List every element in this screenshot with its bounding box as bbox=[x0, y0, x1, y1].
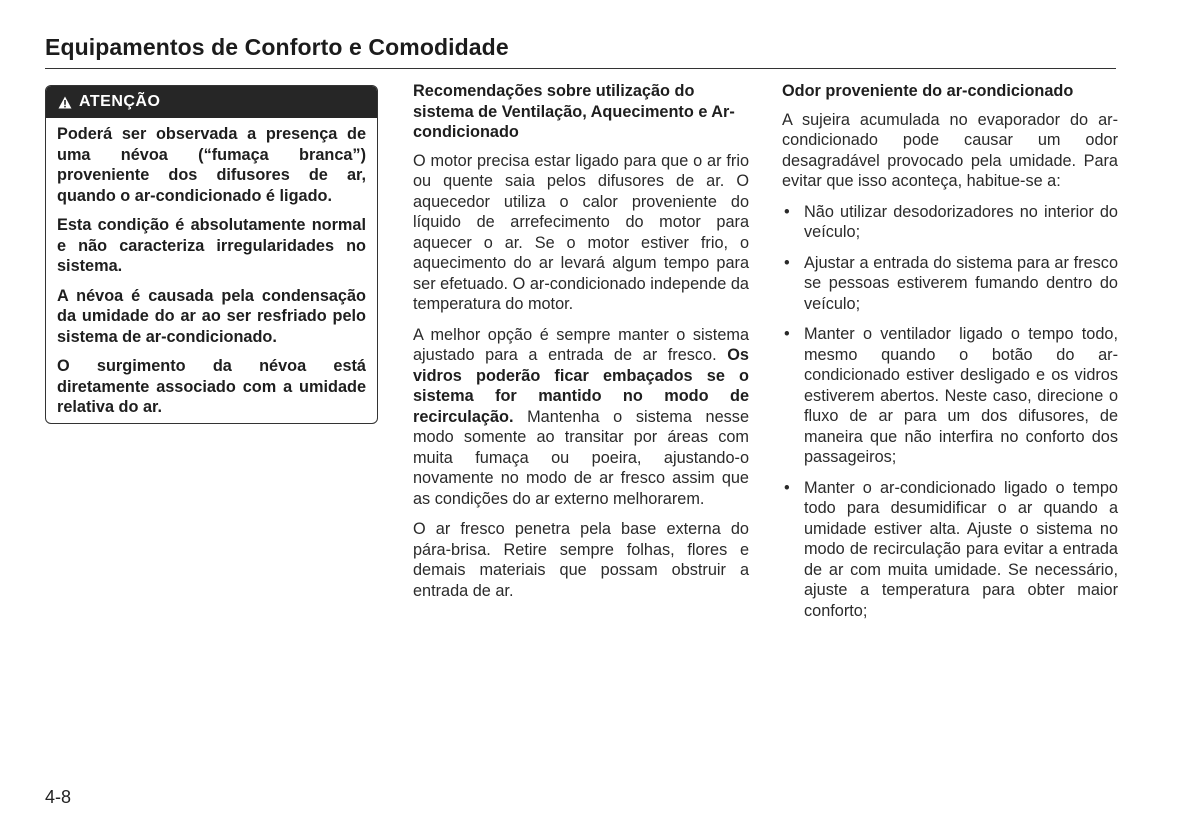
bullet-icon: • bbox=[784, 478, 790, 497]
recirculation-text: Mantenha o sistema nesse modo somente ao transitar por áreas com muita fumaça ou poeira, ajustando-o novamente no modo de ar fresco assim que as condições do ar externo melhorarem. bbox=[413, 407, 749, 508]
fogging-warning-text: Os vidros poderão ficar embaçados se o sistema for mantido no modo de recirculação. bbox=[413, 346, 749, 426]
warning-header bbox=[46, 86, 377, 118]
odor-section bbox=[782, 81, 1118, 631]
warning-paragraph: Esta condição é absolutamente normal e não caracteriza irregularidades no sistema. bbox=[57, 216, 366, 275]
warning-box bbox=[45, 85, 378, 424]
odor-heading: Odor proveniente do ar-condicionado bbox=[782, 82, 1074, 100]
header-divider bbox=[45, 68, 1116, 69]
list-item-text: Não utilizar desodorizadores no interior do veículo; bbox=[804, 202, 1118, 241]
page-title: Equipamentos de Conforto e Comodidade bbox=[45, 34, 509, 60]
warning-paragraph: Poderá ser observada a presença de uma névoa (“fumaça branca”) proveniente dos difusores de ar, quando o ar-condicionado é ligado. bbox=[57, 125, 366, 205]
air-intake-paragraph: O ar fresco penetra pela base externa do pára-brisa. Retire sempre folhas, flores e demais materiais que possam obstruir a entrada de ar. bbox=[413, 520, 749, 600]
warning-paragraph: O surgimento da névoa está diretamente associado com a umidade relativa do ar. bbox=[57, 357, 366, 416]
ventilation-section bbox=[413, 81, 749, 611]
page-number: 4-8 bbox=[45, 787, 72, 807]
list-item-text: Manter o ar-condicionado ligado o tempo todo para desumidificar o ar quando a umidade estiver alta. Ajuste o sistema no modo de recirculação para evitar a entrada de ar com muita umidade. Se necessário, ajuste a temperatura para obter maior conforto; bbox=[804, 478, 1118, 620]
list-item-text: Manter o ventilador ligado o tempo todo, mesmo quando o botão do ar-condicionado estiver desligado e os vidros estiverem abertos. Neste caso, direcione o fluxo de ar para um dos difusores, de maneira que não interfira no conforto dos passageiros; bbox=[804, 325, 1118, 466]
fresh-air-paragraph bbox=[413, 325, 749, 510]
warning-title: ATENÇÃO bbox=[79, 93, 161, 110]
list-item-text: Ajustar a entrada do sistema para ar fresco se pessoas estiverem fumando dentro do veículo; bbox=[804, 253, 1118, 313]
bullet-icon: • bbox=[784, 253, 790, 272]
bullet-icon: • bbox=[784, 325, 790, 343]
list-item bbox=[782, 324, 1118, 468]
list-item bbox=[782, 478, 1118, 622]
odor-tips-list bbox=[782, 202, 1118, 622]
warning-paragraph: A névoa é causada pela condensação da umidade do ar ao ser resfriado pelo sistema de ar-condicionado. bbox=[57, 286, 366, 346]
ventilation-paragraph: O motor precisa estar ligado para que o ar frio ou quente saia pelos difusores de ar. O aquecedor utiliza o calor proveniente do líquido de arrefecimento do motor para aquecer o ar. Se o motor estiver frio, o aquecimento do ar levará algum tempo para ser efetuado. O ar-condicionado independe da temperatura do motor. bbox=[413, 151, 749, 313]
odor-intro: A sujeira acumulada no evaporador do ar-condicionado pode causar um odor desagradável provocado pela umidade. Para evitar que isso aconteça, habitue-se a: bbox=[782, 110, 1118, 190]
list-item bbox=[782, 253, 1118, 315]
list-item bbox=[782, 202, 1118, 243]
warning-body bbox=[46, 118, 377, 418]
warning-triangle-icon bbox=[58, 96, 72, 109]
bullet-icon: • bbox=[784, 202, 790, 221]
ventilation-heading: Recomendações sobre utilização do sistema de Ventilação, Aquecimento e Ar-condicionado bbox=[413, 82, 735, 141]
fresh-air-text: A melhor opção é sempre manter o sistema ajustado para a entrada de ar fresco. bbox=[413, 325, 749, 364]
